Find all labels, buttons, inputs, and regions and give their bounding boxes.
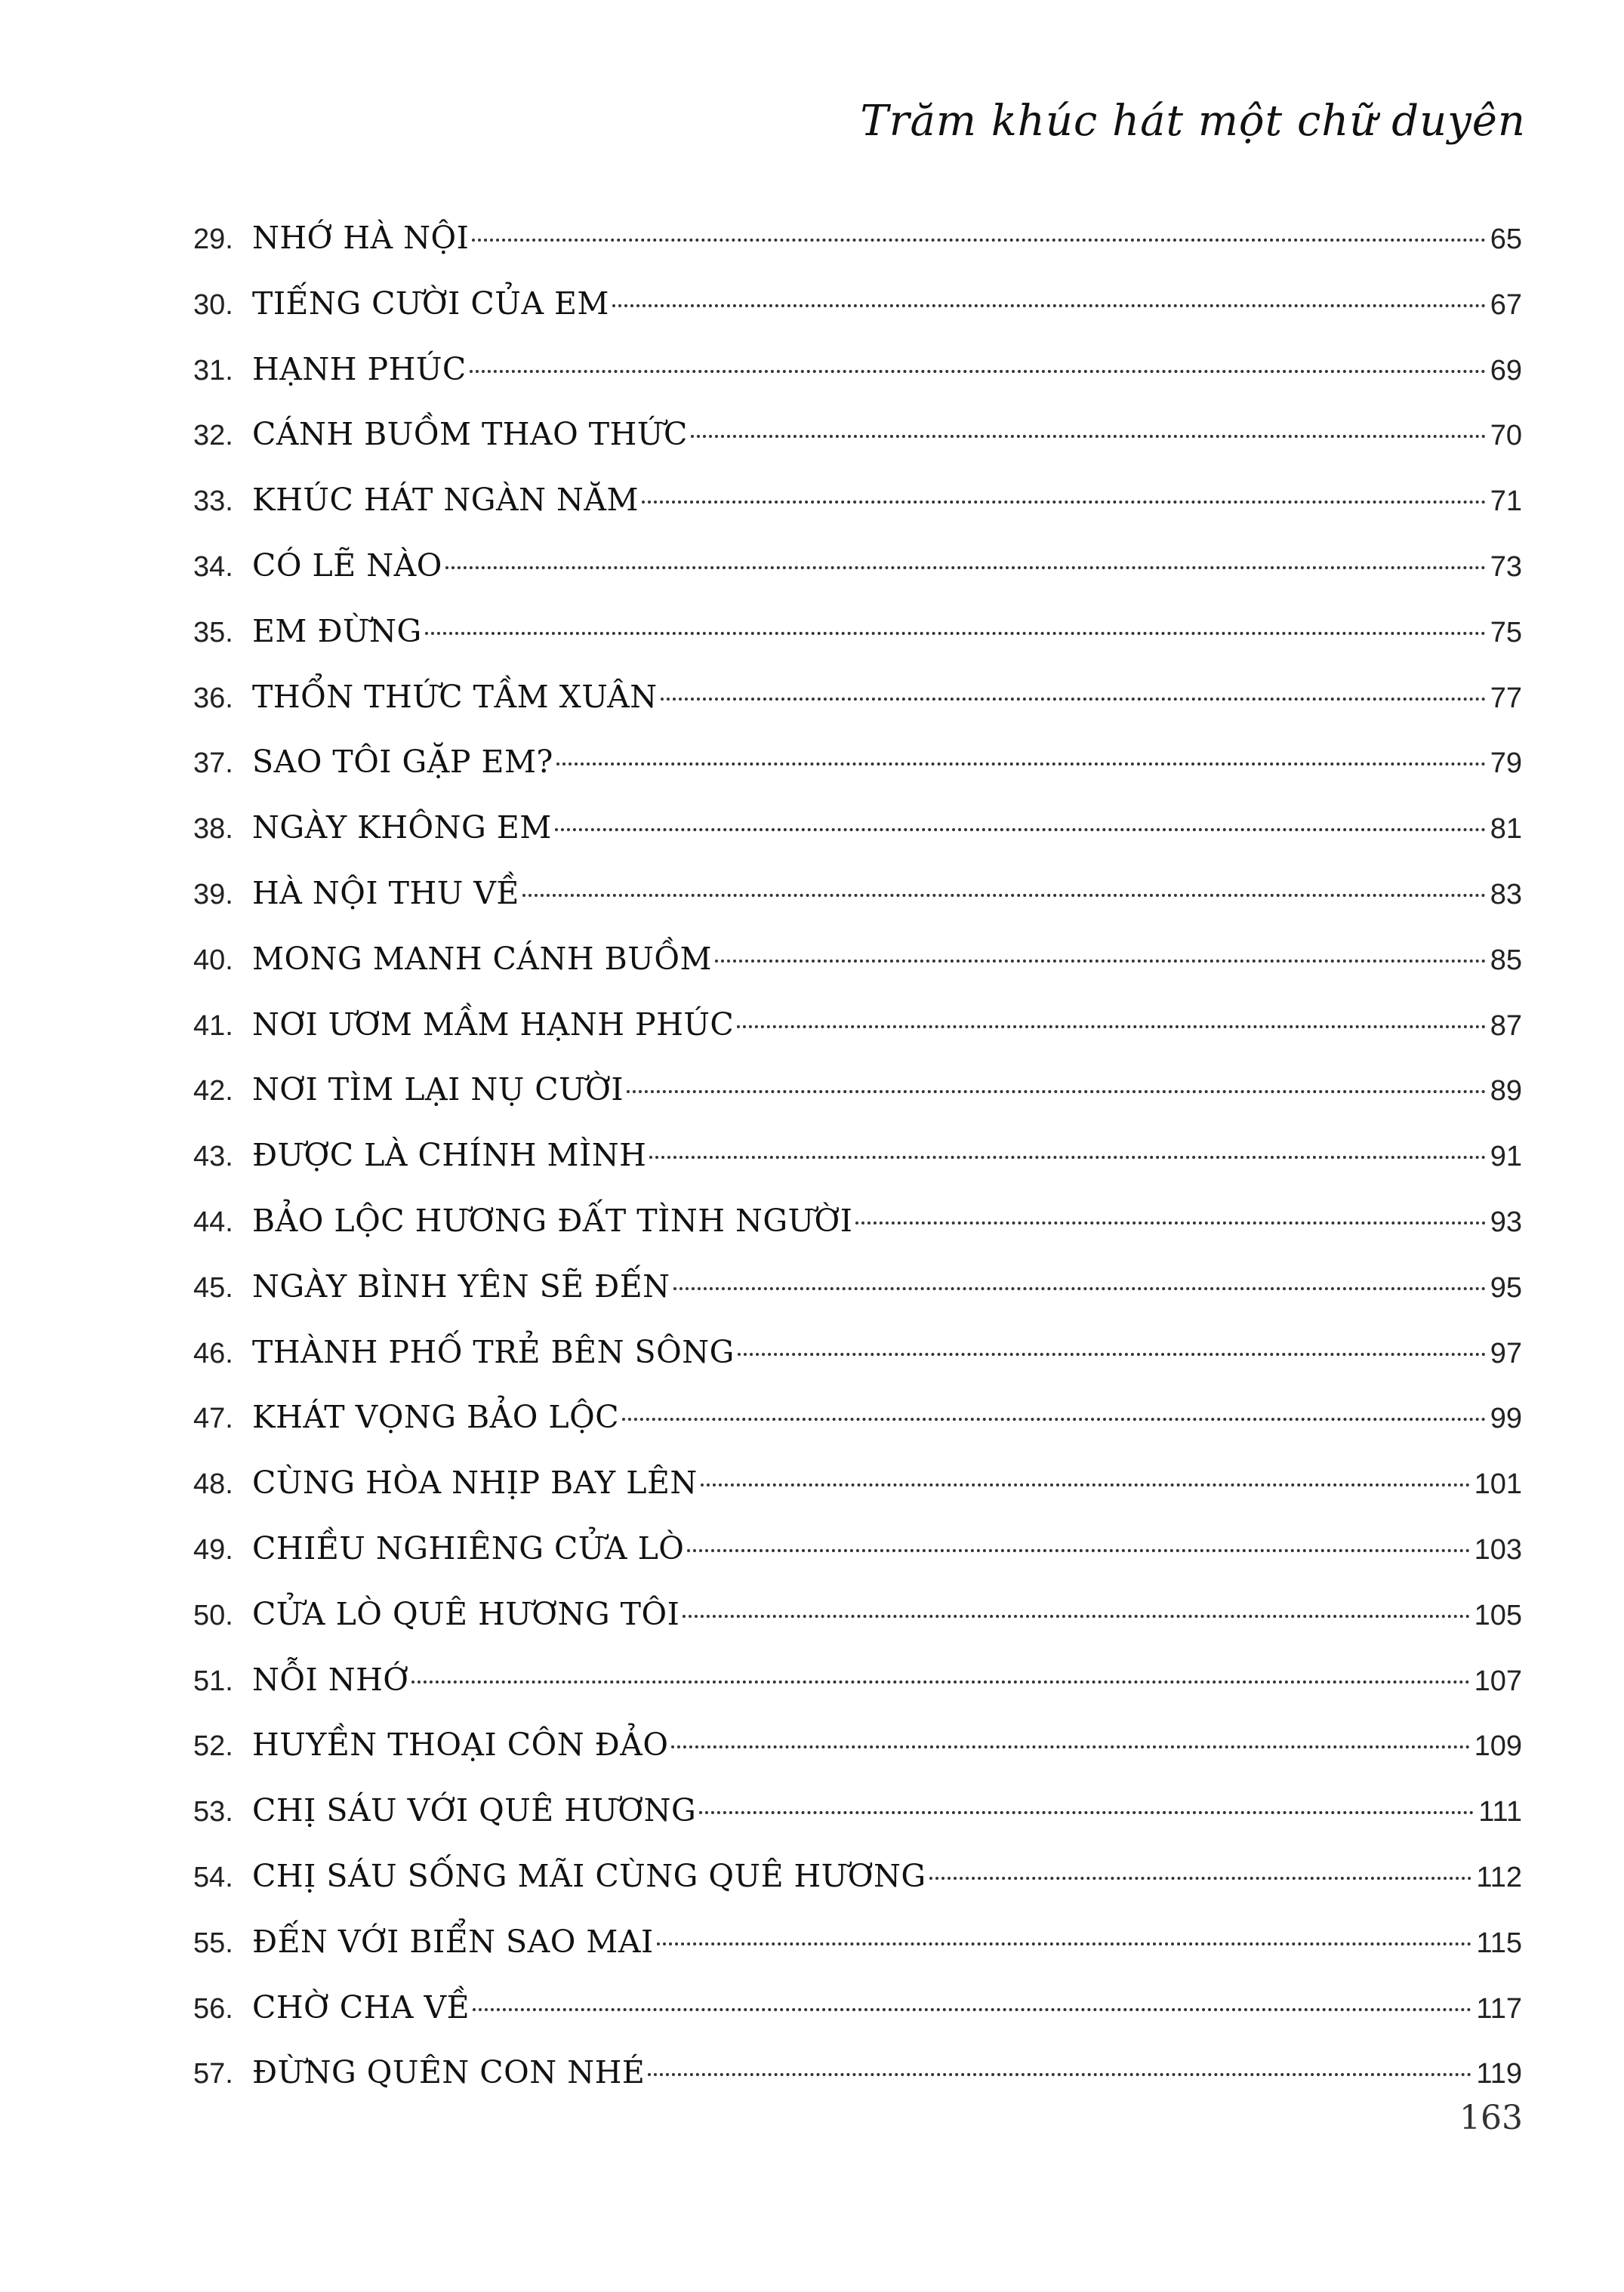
toc-entry[interactable] xyxy=(193,1909,1522,1975)
toc-entry-number: 37. xyxy=(193,747,233,780)
toc-entry-page: 77 xyxy=(1490,682,1522,714)
toc-entry-title: NGÀY BÌNH YÊN SẼ ĐẾN xyxy=(252,1268,670,1305)
toc-entry-page: 65 xyxy=(1490,223,1522,255)
toc-entry-page: 105 xyxy=(1474,1599,1522,1631)
toc-dot-leader xyxy=(522,894,1486,897)
toc-entry-title: CHỜ CHA VỀ xyxy=(252,1989,470,2026)
toc-entry-number: 53. xyxy=(193,1796,233,1828)
toc-entry[interactable] xyxy=(193,1254,1522,1320)
toc-entry-page: 81 xyxy=(1490,813,1522,846)
toc-dot-leader xyxy=(661,698,1486,701)
toc-entry-title: KHÚC HÁT NGÀN NĂM xyxy=(252,482,639,519)
toc-dot-leader xyxy=(622,1418,1486,1421)
toc-entry[interactable] xyxy=(193,1582,1522,1647)
toc-entry[interactable] xyxy=(193,664,1522,730)
toc-entry-page: 101 xyxy=(1474,1468,1522,1501)
toc-entry-page: 109 xyxy=(1474,1730,1522,1763)
toc-entry-page: 119 xyxy=(1476,2058,1522,2090)
toc-entry-title: THỔN THỨC TẦM XUÂN xyxy=(252,678,658,715)
toc-dot-leader xyxy=(445,566,1486,569)
toc-entry-page: 75 xyxy=(1490,616,1522,648)
toc-entry-title: CÁNH BUỒM THAO THỨC xyxy=(252,416,688,453)
toc-entry-number: 35. xyxy=(193,616,233,648)
toc-dot-leader xyxy=(715,960,1486,963)
toc-entry-page: 107 xyxy=(1474,1665,1522,1697)
toc-entry-number: 49. xyxy=(193,1533,233,1566)
toc-entry-number: 34. xyxy=(193,550,233,583)
toc-entry[interactable] xyxy=(193,205,1522,271)
toc-entry-page: 93 xyxy=(1490,1206,1522,1238)
toc-entry-title: CÓ LẼ NÀO xyxy=(252,547,442,584)
toc-entry[interactable] xyxy=(193,1844,1522,1909)
toc-entry-title: ĐẾN VỚI BIỂN SAO MAI xyxy=(252,1923,654,1960)
toc-dot-leader xyxy=(929,1877,1472,1880)
toc-entry-page: 69 xyxy=(1490,354,1522,387)
toc-entry-title: NƠI ƯƠM MẦM HẠNH PHÚC xyxy=(252,1006,735,1043)
toc-dot-leader xyxy=(472,239,1485,242)
toc-entry-number: 51. xyxy=(193,1665,233,1697)
toc-entry-title: THÀNH PHỐ TRẺ BÊN SÔNG xyxy=(252,1333,735,1370)
toc-entry-page: 67 xyxy=(1490,288,1522,321)
toc-entry[interactable] xyxy=(193,1057,1522,1123)
toc-entry-number: 38. xyxy=(193,813,233,846)
toc-dot-leader xyxy=(555,828,1486,831)
toc-entry-number: 50. xyxy=(193,1599,233,1631)
toc-entry-number: 44. xyxy=(193,1206,233,1238)
toc-entry-page: 70 xyxy=(1490,420,1522,452)
toc-dot-leader xyxy=(649,1156,1485,1159)
toc-dot-leader xyxy=(687,1549,1469,1552)
toc-dot-leader xyxy=(701,1483,1470,1486)
toc-entry[interactable] xyxy=(193,599,1522,664)
toc-entry-page: 103 xyxy=(1474,1533,1522,1566)
toc-entry[interactable] xyxy=(193,467,1522,533)
toc-entry-number: 29. xyxy=(193,223,233,255)
toc-entry-number: 41. xyxy=(193,1009,233,1042)
toc-entry-number: 47. xyxy=(193,1403,233,1435)
toc-entry-number: 31. xyxy=(193,354,233,387)
toc-dot-leader xyxy=(738,1353,1486,1356)
toc-entry-title: CỬA LÒ QUÊ HƯƠNG TÔI xyxy=(252,1595,680,1632)
toc-entry-title: HẠNH PHÚC xyxy=(252,350,467,387)
toc-entry-page: 117 xyxy=(1476,1992,1522,2025)
toc-entry[interactable] xyxy=(193,402,1522,467)
toc-dot-leader xyxy=(556,762,1486,766)
toc-entry[interactable] xyxy=(193,1123,1522,1188)
toc-entry-title: SAO TÔI GẶP EM? xyxy=(252,744,553,781)
toc-dot-leader xyxy=(671,1745,1469,1748)
toc-entry[interactable] xyxy=(193,795,1522,861)
toc-dot-leader xyxy=(657,1942,1472,1945)
toc-entry-number: 52. xyxy=(193,1730,233,1763)
toc-entry-title: CHIỀU NGHIÊNG CỬA LÒ xyxy=(252,1530,685,1567)
toc-entry-number: 45. xyxy=(193,1271,233,1304)
toc-entry[interactable] xyxy=(193,337,1522,402)
toc-dot-leader xyxy=(648,2073,1471,2076)
toc-entry[interactable] xyxy=(193,1320,1522,1385)
toc-entry-title: EM ĐỪNG xyxy=(252,612,422,649)
toc-entry-page: 111 xyxy=(1478,1796,1522,1828)
toc-entry-title: CHỊ SÁU VỚI QUÊ HƯƠNG xyxy=(252,1792,697,1829)
toc-entry-title: NGÀY KHÔNG EM xyxy=(252,809,552,846)
toc-entry-number: 54. xyxy=(193,1861,233,1893)
toc-entry[interactable] xyxy=(193,1516,1522,1582)
toc-entry-title: BẢO LỘC HƯƠNG ĐẤT TÌNH NGƯỜI xyxy=(252,1202,853,1239)
toc-entry[interactable] xyxy=(193,1778,1522,1844)
toc-entry-number: 48. xyxy=(193,1468,233,1501)
toc-entry-title: HÀ NỘI THU VỀ xyxy=(252,874,519,911)
toc-dot-leader xyxy=(673,1287,1486,1290)
toc-entry[interactable] xyxy=(193,1450,1522,1516)
toc-entry[interactable] xyxy=(193,1712,1522,1778)
toc-entry-title: CÙNG HÒA NHỊP BAY LÊN xyxy=(252,1465,698,1502)
toc-entry-title: MONG MANH CÁNH BUỒM xyxy=(252,940,712,977)
toc-entry[interactable] xyxy=(193,1188,1522,1254)
toc-entry-page: 85 xyxy=(1490,944,1522,976)
toc-entry-number: 36. xyxy=(193,682,233,714)
toc-entry-title: HUYỀN THOẠI CÔN ĐẢO xyxy=(252,1727,669,1764)
toc-entry-page: 73 xyxy=(1490,550,1522,583)
toc-entry[interactable] xyxy=(193,729,1522,795)
toc-entry[interactable] xyxy=(193,1385,1522,1450)
toc-entry-title: NƠI TÌM LẠI NỤ CƯỜI xyxy=(252,1071,624,1108)
toc-dot-leader xyxy=(691,435,1486,438)
toc-entry-title: NHỚ HÀ NỘI xyxy=(252,220,470,256)
toc-dot-leader xyxy=(737,1025,1485,1028)
toc-entry[interactable] xyxy=(193,533,1522,599)
toc-dot-leader xyxy=(855,1221,1485,1225)
toc-entry-page: 89 xyxy=(1490,1075,1522,1107)
toc-entry-page: 83 xyxy=(1490,878,1522,910)
toc-entry-title: TIẾNG CƯỜI CỦA EM xyxy=(252,285,609,322)
toc-entry-number: 39. xyxy=(193,878,233,910)
toc-entry-title: CHỊ SÁU SỐNG MÃI CÙNG QUÊ HƯƠNG xyxy=(252,1857,926,1894)
toc-entry-page: 87 xyxy=(1490,1009,1522,1042)
toc-entry-page: 91 xyxy=(1490,1141,1522,1173)
toc-dot-leader xyxy=(683,1615,1469,1618)
toc-entry-number: 40. xyxy=(193,944,233,976)
toc-entry[interactable] xyxy=(193,1647,1522,1713)
toc-dot-leader xyxy=(612,304,1486,307)
toc-dot-leader xyxy=(425,632,1486,635)
toc-entry-title: ĐƯỢC LÀ CHÍNH MÌNH xyxy=(252,1137,647,1174)
toc-entry-page: 99 xyxy=(1490,1403,1522,1435)
toc-entry-number: 56. xyxy=(193,1992,233,2025)
toc-entry-page: 95 xyxy=(1490,1271,1522,1304)
page-number: 163 xyxy=(1459,2099,1523,2137)
toc-entry[interactable] xyxy=(193,861,1522,926)
toc-dot-leader xyxy=(627,1090,1486,1093)
toc-entry-number: 57. xyxy=(193,2058,233,2090)
table-of-contents xyxy=(193,205,1522,2106)
toc-dot-leader xyxy=(642,501,1486,504)
running-header-title: Trăm khúc hát một chữ duyên xyxy=(860,97,1526,146)
toc-entry-number: 32. xyxy=(193,420,233,452)
toc-entry[interactable] xyxy=(193,271,1522,337)
toc-entry-page: 71 xyxy=(1490,485,1522,518)
toc-dot-leader xyxy=(699,1811,1474,1814)
toc-entry-page: 112 xyxy=(1476,1861,1522,1893)
toc-entry-number: 43. xyxy=(193,1141,233,1173)
toc-entry-page: 115 xyxy=(1476,1927,1522,1959)
toc-entry-page: 97 xyxy=(1490,1337,1522,1369)
toc-entry-title: KHÁT VỌNG BẢO LỘC xyxy=(252,1399,620,1436)
toc-dot-leader xyxy=(411,1680,1469,1684)
toc-entry-title: ĐỪNG QUÊN CON NHÉ xyxy=(252,2054,646,2091)
toc-dot-leader xyxy=(470,370,1486,373)
toc-entry-number: 46. xyxy=(193,1337,233,1369)
toc-entry[interactable] xyxy=(193,2040,1522,2106)
toc-entry-number: 42. xyxy=(193,1075,233,1107)
toc-entry-number: 30. xyxy=(193,288,233,321)
toc-entry-page: 79 xyxy=(1490,747,1522,780)
toc-entry-title: NỖI NHỚ xyxy=(252,1661,409,1698)
toc-entry-number: 55. xyxy=(193,1927,233,1959)
toc-entry[interactable] xyxy=(193,992,1522,1058)
toc-entry[interactable] xyxy=(193,926,1522,992)
toc-entry-number: 33. xyxy=(193,485,233,518)
toc-dot-leader xyxy=(473,2008,1471,2011)
toc-entry[interactable] xyxy=(193,1975,1522,2041)
